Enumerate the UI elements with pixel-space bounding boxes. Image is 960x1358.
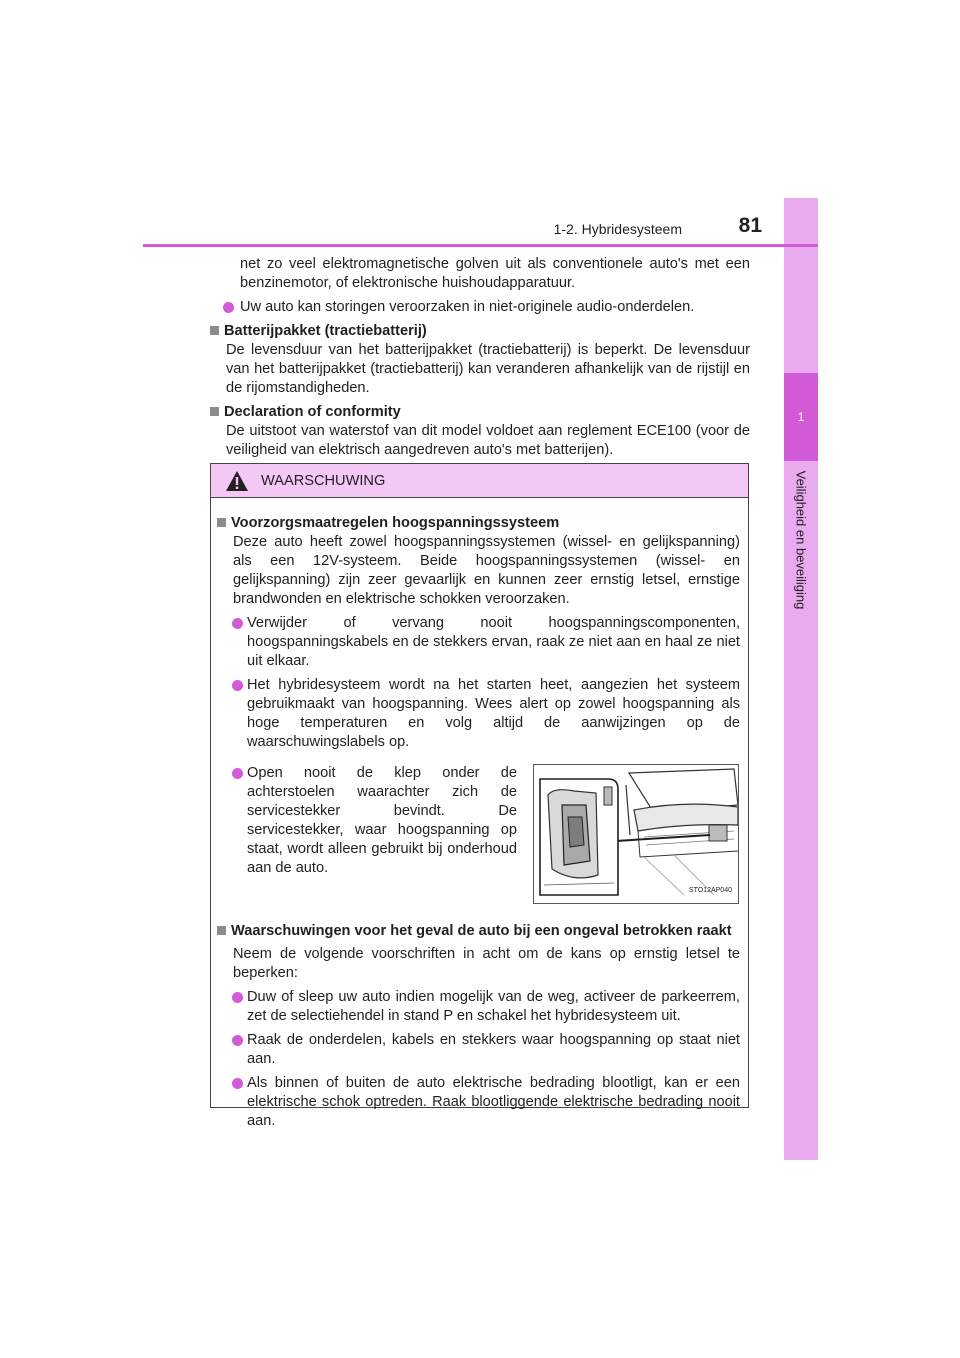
intro-continuation: net zo veel elektromagnetische golven uit als conventionele auto's met een benzinemotor, of elektronische huishoudapparatuur. bbox=[240, 256, 750, 291]
figure-row bbox=[217, 764, 740, 904]
warning-bullet bbox=[217, 988, 740, 1026]
square-bullet-icon bbox=[210, 326, 219, 335]
warning-bullet-text: Duw of sleep uw auto indien mogelijk van de weg, activeer de parkeerrem, zet de selectiehendel in stand P en schakel het hybridesysteem uit. bbox=[247, 989, 740, 1024]
bullet-dot-icon bbox=[223, 302, 234, 313]
warning-box bbox=[210, 463, 749, 1129]
bullet-dot-icon bbox=[232, 1078, 243, 1089]
service-plug-illustration bbox=[533, 764, 739, 904]
chapter-side-tab bbox=[784, 198, 818, 1160]
figure-text bbox=[217, 764, 517, 878]
intro-bullet-text: Uw auto kan storingen veroorzaken in niet-originele audio-onderdelen. bbox=[240, 299, 695, 315]
warning-bullet bbox=[217, 764, 517, 878]
square-bullet-icon bbox=[210, 407, 219, 416]
warning-text-hv: Deze auto heeft zowel hoogspanningssystemen (wissel- en gelijkspanning) als een 12V-systeem. Beide hoogspanningssystemen (wissel- en gelijkspanning) zijn zeer gevaarlijk en kunnen zeer ernstig letsel, ernstige brandwonden en elektrische schokken veroorzaken. bbox=[233, 534, 740, 607]
bullet-dot-icon bbox=[232, 680, 243, 691]
figure-caption: STO12AP040 bbox=[688, 887, 732, 894]
warning-header bbox=[211, 464, 748, 498]
square-bullet-icon bbox=[217, 926, 226, 935]
warning-triangle-icon bbox=[225, 470, 249, 492]
bullet-dot-icon bbox=[232, 768, 243, 779]
bullet-dot-icon bbox=[232, 992, 243, 1003]
bullet-dot-icon bbox=[232, 1035, 243, 1046]
warning-heading-text: Voorzorgsmaatregelen hoogspanningssysteem bbox=[231, 515, 560, 531]
section-title: 1-2. Hybridesysteem bbox=[553, 221, 682, 237]
warning-body bbox=[211, 498, 748, 1131]
section-heading-text: Declaration of conformity bbox=[224, 404, 401, 420]
square-bullet-icon bbox=[217, 518, 226, 527]
warning-bullet-text: Open nooit de klep onder de achterstoelen waarachter zich de servicestekker bevindt. De servicestekker, waar hoogspanning op staat, wordt alleen gebruikt bij onderhoud aan de auto. bbox=[247, 765, 517, 876]
warning-heading-text: Waarschuwingen voor het geval de auto bij een ongeval betrokken raakt bbox=[231, 923, 732, 939]
section-heading-conformity bbox=[210, 403, 750, 422]
chapter-title: Veiligheid en beveiliging bbox=[793, 470, 809, 610]
intro-bullet bbox=[210, 298, 750, 317]
section-text-battery: De levensduur van het batterijpakket (tractiebatterij) is beperkt. De levensduur van het batterijpakket (tractiebatterij) kan veranderen afhankelijk van de rijstijl en de rijomstandigheden. bbox=[226, 342, 750, 396]
warning-heading-accident bbox=[217, 922, 740, 941]
warning-bullet bbox=[217, 614, 740, 671]
page-number: 81 bbox=[738, 214, 762, 237]
section-text-conformity: De uitstoot van waterstof van dit model voldoet aan reglement ECE100 (voor de veiligheid van elektrisch aangedreven auto's met batterijen). bbox=[226, 423, 750, 458]
section-heading-battery bbox=[210, 322, 750, 341]
section-heading-text: Batterijpakket (tractiebatterij) bbox=[224, 323, 427, 339]
warning-bullet-text: Het hybridesysteem wordt na het starten heet, aangezien het systeem gebruikmaakt van hoogspanning. Wees alert op zowel hoogspanning als hoge temperaturen en volg altijd de aanwijzingen op de waarschuwingslabels op. bbox=[247, 677, 740, 750]
warning-bullet-text: Raak de onderdelen, kabels en stekkers waar hoogspanning op staat niet aan. bbox=[247, 1032, 740, 1067]
warning-title: WAARSCHUWING bbox=[261, 472, 386, 489]
main-content bbox=[210, 255, 750, 460]
warning-heading-hv bbox=[217, 514, 740, 533]
warning-text-accident: Neem de volgende voorschriften in acht om de kans op ernstig letsel te beperken: bbox=[233, 946, 740, 981]
bullet-dot-icon bbox=[232, 618, 243, 629]
warning-bullet-text: Verwijder of vervang nooit hoogspanningscomponenten, hoogspanningskabels en de stekkers ervan, raak ze niet aan en haal ze niet uit elkaar. bbox=[247, 615, 740, 669]
header-rule bbox=[143, 244, 818, 247]
chapter-number: 1 bbox=[797, 410, 805, 424]
chapter-number-tab bbox=[784, 373, 818, 461]
warning-bullet bbox=[217, 1074, 740, 1131]
warning-bullet bbox=[217, 676, 740, 752]
warning-bullet bbox=[217, 1031, 740, 1069]
warning-bullet-text: Als binnen of buiten de auto elektrische bedrading blootligt, kan er een elektrische schok optreden. Raak blootliggende elektrische bedrading nooit aan. bbox=[247, 1075, 740, 1129]
